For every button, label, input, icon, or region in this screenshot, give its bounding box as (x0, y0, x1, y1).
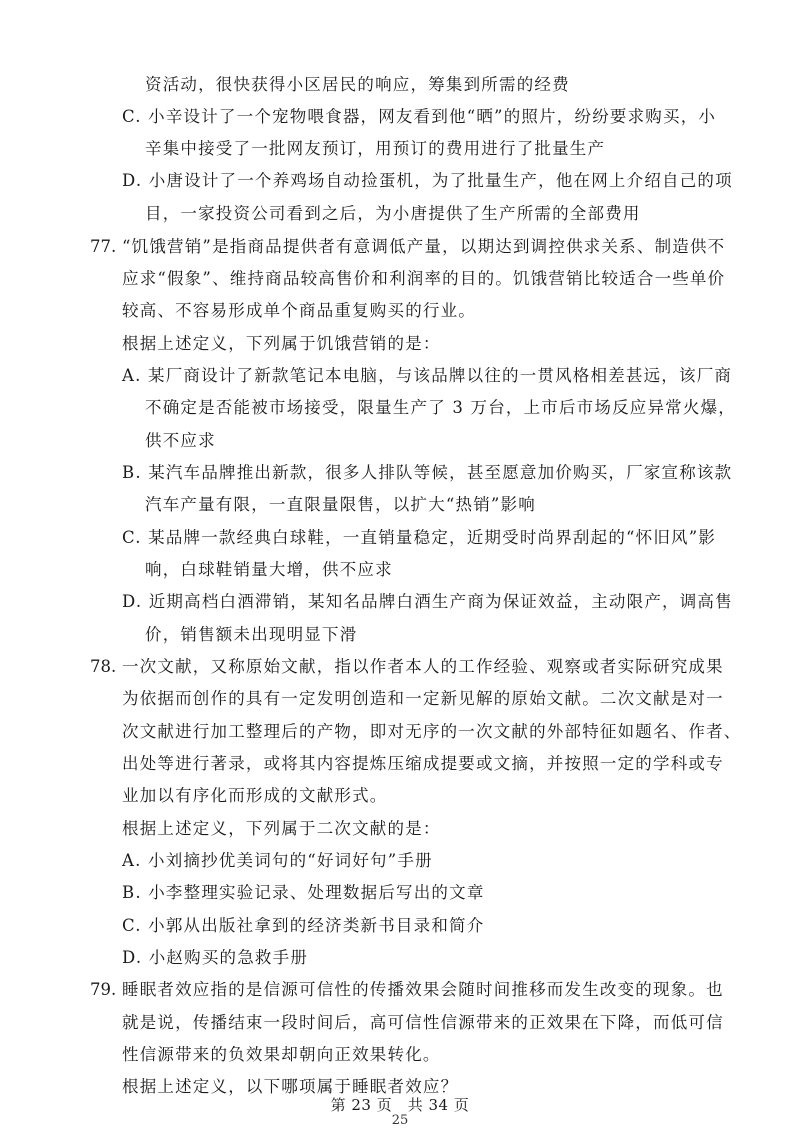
q79-definition-line1: 睡眠者效应指的是信源可信性的传播效果会随时间推移而发生改变的现象。也 (122, 980, 724, 999)
q78-definition-line5: 业加以有序化而形成的文献形式。 (122, 786, 388, 805)
q77-number: 77. (90, 237, 117, 256)
q77-option-b-line1: B. 某汽车品牌推出新款，很多人排队等候，甚至愿意加价购买，厂家宣称该款 (122, 463, 733, 482)
q78-number: 78. (90, 657, 117, 676)
q77-option-d-line2: 价，销售额未出现明显下滑 (145, 625, 358, 644)
q79-definition-line2: 就是说，传播结束一段时间后，高可信性信源带来的正效果在下降，而低可信 (122, 1013, 724, 1032)
q77-option-c-line2: 响，白球鞋销量大增，供不应求 (145, 560, 393, 579)
q77-option-a-line1: A. 某厂商设计了新款笔记本电脑，与该品牌以往的一贯风格相差甚远，该厂商 (122, 366, 733, 385)
q78-option-c: C. 小郭从出版社拿到的经济类新书目录和简介 (122, 916, 485, 935)
q77-question: 根据上述定义，下列属于饥饿营销的是： (122, 334, 441, 353)
q77-option-c-line1: C. 某品牌一款经典白球鞋，一直销量稳定，近期受时尚界刮起的“怀旧风”影 (122, 528, 717, 547)
q78-definition-line1: 一次文献，又称原始文献，指以作者本人的工作经验、观察或者实际研究成果 (122, 657, 724, 676)
q79-question: 根据上述定义，以下哪项属于睡眠者效应？ (122, 1077, 459, 1096)
sheet-number: 25 (391, 1113, 409, 1128)
q79-number: 79. (90, 980, 117, 999)
q76-option-c-line2: 辛集中接受了一批网友预订，用预订的费用进行了批量生产 (145, 139, 606, 158)
q78-option-a: A. 小刘摘抄优美词句的“好词好句”手册 (122, 851, 433, 870)
q77-definition-line3: 较高、不容易形成单个商品重复购买的行业。 (122, 301, 476, 320)
q78-option-b: B. 小李整理实验记录、处理数据后写出的文章 (122, 883, 485, 902)
q76-option-d-line2: 目，一家投资公司看到之后，为小唐提供了生产所需的全部费用 (145, 204, 641, 223)
q76-option-d-line1: D. 小唐设计了一个养鸡场自动捡蛋机，为了批量生产，他在网上介绍自己的项 (122, 171, 733, 190)
q77-option-d-line1: D. 近期高档白酒滞销，某知名品牌白酒生产商为保证效益，主动限产，调高售 (122, 592, 733, 611)
q77-definition-line2: 应求“假象”、维持商品较高售价和利润率的目的。饥饿营销比较适合一些单价 (122, 269, 726, 288)
page-footer: 第 23 页 共 34 页 (330, 1096, 470, 1114)
q77-option-b-line2: 汽车产量有限，一直限量限售，以扩大“热销”影响 (145, 495, 536, 514)
q78-definition-line3: 次文献进行加工整理后的产物，即对无序的一次文献的外部特征如题名、作者、 (122, 722, 742, 741)
q76-option-c-line1: C. 小辛设计了一个宠物喂食器，网友看到他“晒”的照片，纷纷要求购买，小 (122, 107, 717, 126)
q77-definition-line1: “饥饿营销”是指商品提供者有意调低产量，以期达到调控供求关系、制造供不 (122, 237, 726, 256)
q78-question: 根据上述定义，下列属于二次文献的是： (122, 819, 441, 838)
q78-option-d: D. 小赵购买的急救手册 (122, 948, 309, 967)
q78-definition-line2: 为依据而创作的具有一定发明创造和一定新见解的原始文献。二次文献是对一 (122, 689, 724, 708)
q76-option-b-cont: 资活动，很快获得小区居民的响应，筹集到所需的经费 (145, 75, 570, 94)
q78-definition-line4: 出处等进行著录，或将其内容提炼压缩成提要或文摘，并按照一定的学科或专 (122, 754, 724, 773)
q77-option-a-line3: 供不应求 (145, 431, 216, 450)
q77-option-a-line2: 不确定是否能被市场接受，限量生产了 3 万台，上市后市场反应异常火爆， (145, 398, 736, 417)
q79-definition-line3: 性信源带来的负效果却朝向正效果转化。 (122, 1045, 441, 1064)
